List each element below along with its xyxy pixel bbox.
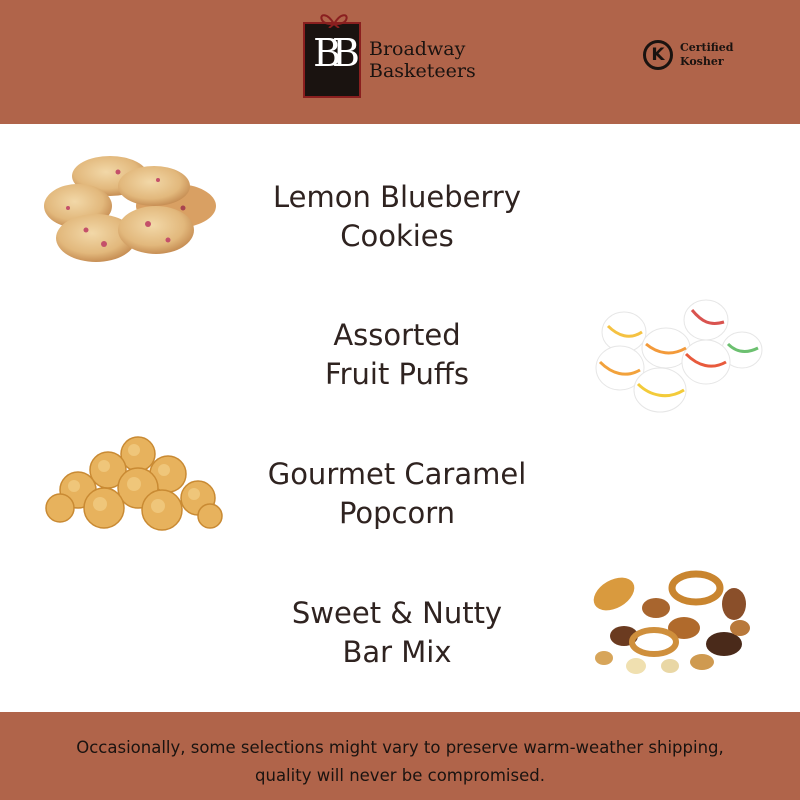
product-cookies	[217, 178, 577, 256]
footer-disclaimer	[20, 734, 780, 790]
kosher-k-icon: K	[643, 40, 673, 70]
logo-monogram: BB	[313, 31, 351, 75]
product-name-line2: Cookies	[340, 219, 454, 253]
product-bar-mix	[217, 594, 577, 672]
brand-logo[interactable]	[303, 22, 476, 98]
footer-disclaimer-line1: Occasionally, some selections might vary to preserve warm-weather shipping,	[76, 738, 724, 757]
product-name-line2: Bar Mix	[342, 635, 452, 669]
gift-bow-icon	[317, 10, 351, 28]
product-name-line1: Assorted	[333, 318, 461, 352]
kosher-label-line2: Kosher	[680, 55, 724, 68]
product-popcorn	[217, 455, 577, 533]
kosher-label-line1: Certified	[680, 41, 734, 54]
kosher-label	[680, 41, 734, 69]
product-name-line1: Sweet & Nutty	[291, 596, 503, 630]
popcorn-image	[38, 432, 228, 536]
brand-name-line1: Broadway	[369, 38, 466, 60]
fruit-puffs-image	[584, 292, 768, 422]
footer-band	[0, 712, 800, 800]
product-name-line1: Gourmet Caramel	[267, 457, 527, 491]
logo-monogram-box	[303, 22, 361, 98]
footer-disclaimer-line2: quality will never be compromised.	[255, 766, 545, 785]
product-fruit-puffs	[217, 316, 577, 394]
header-band	[0, 0, 800, 124]
product-name-line2: Fruit Puffs	[325, 357, 469, 391]
product-name-line2: Popcorn	[338, 496, 456, 530]
kosher-certification	[643, 40, 734, 70]
brand-name-line2: Basketeers	[369, 60, 476, 82]
product-name-line1: Lemon Blueberry	[272, 180, 521, 214]
cookies-image	[38, 150, 222, 270]
brand-name	[369, 38, 476, 82]
bar-mix-image	[584, 568, 764, 680]
